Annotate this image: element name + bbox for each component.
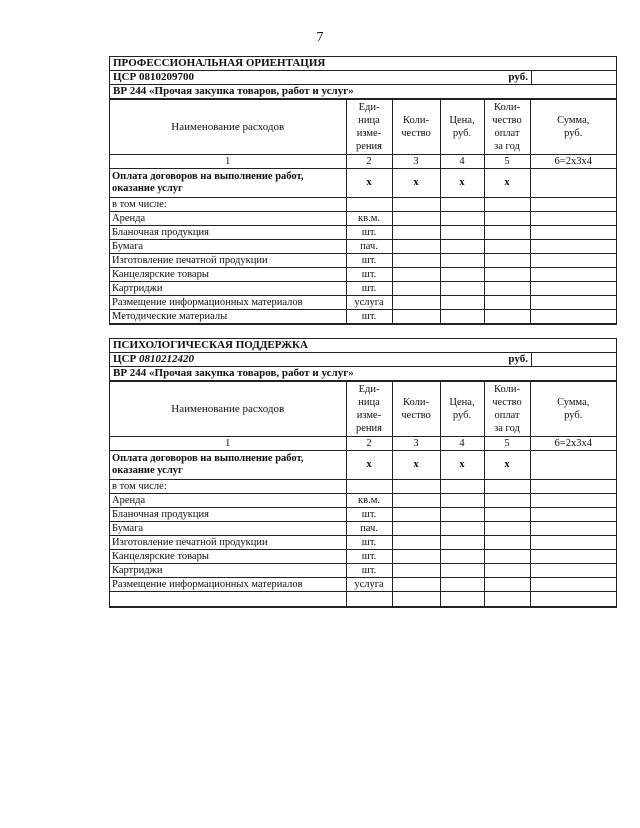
item-value-cell[interactable] [440,578,484,592]
item-value-cell[interactable] [484,282,530,296]
item-unit: пач. [346,240,392,254]
item-value-cell[interactable] [530,550,616,564]
col-header-qty [392,100,440,155]
item-value-cell[interactable] [530,564,616,578]
csr-label: ЦСР [113,353,139,365]
column-number: 4 [440,155,484,169]
item-value-cell[interactable] [484,268,530,282]
col-header-sum [530,382,616,437]
main-expense-row [110,451,616,480]
item-unit: шт. [346,508,392,522]
empty-cell [440,592,484,607]
main-expense-name: Оплата договоров на выполнение работ, оказание услуг [110,169,346,198]
item-value-cell[interactable] [440,536,484,550]
budget-block [109,56,617,325]
item-name: Канцелярские товары [110,550,346,564]
item-value-cell[interactable] [484,536,530,550]
csr-total-field[interactable] [531,70,616,85]
csr-line [110,71,616,85]
currency-label: руб. [508,353,528,365]
col-header-sum-line: Сумма, [557,397,590,408]
item-value-cell[interactable] [392,494,440,508]
item-name: Бумага [110,522,346,536]
item-value-cell[interactable] [530,536,616,550]
main-expense-mark: x [440,169,484,198]
item-unit: шт. [346,550,392,564]
col-header-qty-line: Коли- [403,397,429,408]
col-header-qty-year-line: за год [494,423,520,434]
col-header-qty-line: Коли- [403,115,429,126]
col-header-qty-year-line: за год [494,141,520,152]
block-title: ПРОФЕССИОНАЛЬНАЯ ОРИЕНТАЦИЯ [110,57,616,71]
item-value-cell[interactable] [530,578,616,592]
main-expense-mark: x [440,451,484,480]
col-header-unit [346,100,392,155]
empty-cell [346,480,392,494]
csr-code: 0810212420 [138,353,194,365]
item-value-cell[interactable] [392,564,440,578]
including-row [110,480,616,494]
csr-label: ЦСР [113,71,139,83]
item-value-cell[interactable] [440,254,484,268]
empty-cell [346,198,392,212]
budget-block [109,338,617,608]
table-row [110,268,616,282]
header-row [110,100,616,155]
col-header-qty-year [484,382,530,437]
item-name: Методические материалы [110,310,346,324]
item-value-cell[interactable] [392,212,440,226]
including-row [110,198,616,212]
column-number: 2 [346,437,392,451]
item-name: Бумага [110,240,346,254]
item-value-cell[interactable] [440,268,484,282]
col-header-sum-line: Сумма, [557,115,590,126]
empty-cell [484,480,530,494]
item-value-cell[interactable] [484,296,530,310]
item-name: Картриджи [110,282,346,296]
item-value-cell[interactable] [484,254,530,268]
table-row [110,522,616,536]
col-header-price-line: руб. [452,410,472,421]
main-expense-mark: x [392,451,440,480]
table-row [110,536,616,550]
col-header-unit-line: рения [356,141,382,152]
col-header-unit-line: рения [356,423,382,434]
col-header-qty-year-line: Коли- [494,384,520,395]
col-header-qty [392,382,440,437]
table-row [110,296,616,310]
item-value-cell[interactable] [530,522,616,536]
item-value-cell[interactable] [440,522,484,536]
item-name: Бланочная продукция [110,508,346,522]
main-expense-sum[interactable] [530,451,616,480]
item-name: Канцелярские товары [110,268,346,282]
header-row [110,382,616,437]
column-number: 4 [440,437,484,451]
main-expense-sum[interactable] [530,169,616,198]
vr-line: ВР 244 «Прочая закупка товаров, работ и услуг» [110,367,616,381]
column-number: 3 [392,437,440,451]
col-header-unit-line: Еди- [358,102,380,113]
empty-cell [530,198,616,212]
col-header-qty-year-line: чество [492,397,522,408]
empty-cell [392,480,440,494]
item-value-cell[interactable] [392,296,440,310]
col-header-qty-line: чество [401,128,431,139]
column-number: 2 [346,155,392,169]
item-unit: услуга [346,578,392,592]
item-value-cell[interactable] [392,254,440,268]
item-value-cell[interactable] [392,578,440,592]
empty-cell [530,592,616,607]
col-header-unit-line: Еди- [358,384,380,395]
table-row [110,564,616,578]
item-value-cell[interactable] [530,212,616,226]
empty-cell [484,592,530,607]
table-row [110,310,616,324]
col-header-name: Наименование расходов [110,100,346,155]
expense-table [110,99,616,324]
block-title: ПСИХОЛОГИЧЕСКАЯ ПОДДЕРЖКА [110,339,616,353]
item-value-cell[interactable] [484,522,530,536]
item-value-cell[interactable] [392,240,440,254]
col-header-price-line: Цена, [449,397,475,408]
item-value-cell[interactable] [392,226,440,240]
item-unit: услуга [346,296,392,310]
item-value-cell[interactable] [484,494,530,508]
main-expense-mark: x [392,169,440,198]
column-number: 3 [392,155,440,169]
item-value-cell[interactable] [440,296,484,310]
item-name: Аренда [110,494,346,508]
item-value-cell[interactable] [530,282,616,296]
col-header-qty-line: чество [401,410,431,421]
col-header-qty-year [484,100,530,155]
item-name: Бланочная продукция [110,226,346,240]
column-number: 5 [484,155,530,169]
col-header-price [440,382,484,437]
main-expense-mark: x [484,169,530,198]
item-value-cell[interactable] [484,310,530,324]
item-unit: кв.м. [346,494,392,508]
item-value-cell[interactable] [530,268,616,282]
item-unit: шт. [346,564,392,578]
table-row [110,494,616,508]
main-expense-name: Оплата договоров на выполнение работ, оказание услуг [110,451,346,480]
empty-row [110,592,616,607]
item-value-cell[interactable] [530,254,616,268]
item-name: Изготовление печатной продукции [110,536,346,550]
col-header-qty-year-line: оплат [494,128,520,139]
vr-line: ВР 244 «Прочая закупка товаров, работ и услуг» [110,85,616,99]
item-value-cell[interactable] [530,240,616,254]
item-unit: пач. [346,522,392,536]
table-row [110,508,616,522]
item-value-cell[interactable] [392,522,440,536]
item-value-cell[interactable] [440,550,484,564]
col-header-qty-year-line: Коли- [494,102,520,113]
item-value-cell[interactable] [440,508,484,522]
column-number: 1 [110,155,346,169]
item-name: Размещение информационных материалов [110,578,346,592]
item-unit: шт. [346,536,392,550]
item-unit: шт. [346,310,392,324]
column-number: 6=2x3x4 [530,155,616,169]
csr-line [110,353,616,367]
csr-total-field[interactable] [531,352,616,367]
item-value-cell[interactable] [484,508,530,522]
col-header-price [440,100,484,155]
item-value-cell[interactable] [530,296,616,310]
empty-cell [530,480,616,494]
item-value-cell[interactable] [484,240,530,254]
expense-table [110,381,616,607]
item-value-cell[interactable] [484,564,530,578]
col-header-unit-line: ница [358,115,380,126]
item-value-cell[interactable] [440,240,484,254]
page-number: 7 [316,30,324,45]
item-value-cell[interactable] [530,226,616,240]
empty-cell [440,198,484,212]
main-expense-mark: x [346,451,392,480]
table-row [110,254,616,268]
item-unit: шт. [346,254,392,268]
column-number: 1 [110,437,346,451]
item-value-cell[interactable] [530,508,616,522]
table-row [110,550,616,564]
item-name: Аренда [110,212,346,226]
item-value-cell[interactable] [440,226,484,240]
main-expense-mark: x [346,169,392,198]
table-row [110,282,616,296]
empty-cell [484,198,530,212]
item-unit: шт. [346,282,392,296]
col-header-sum [530,100,616,155]
col-header-unit [346,382,392,437]
col-header-price-line: Цена, [449,115,475,126]
column-number-row [110,155,616,169]
item-name: Картриджи [110,564,346,578]
table-row [110,578,616,592]
item-value-cell[interactable] [530,310,616,324]
main-expense-mark: x [484,451,530,480]
main-expense-row [110,169,616,198]
including-label: в том числе: [110,198,346,212]
item-value-cell[interactable] [440,282,484,296]
col-header-unit-line: изме- [356,410,382,421]
item-value-cell[interactable] [484,550,530,564]
item-name: Размещение информационных материалов [110,296,346,310]
item-value-cell[interactable] [440,494,484,508]
item-value-cell[interactable] [392,550,440,564]
item-value-cell[interactable] [484,226,530,240]
col-header-sum-line: руб. [564,410,583,421]
column-number-row [110,437,616,451]
empty-cell [392,592,440,607]
empty-cell [392,198,440,212]
item-value-cell[interactable] [484,578,530,592]
table-row [110,226,616,240]
col-header-qty-year-line: оплат [494,410,520,421]
col-header-unit-line: изме- [356,128,382,139]
item-value-cell[interactable] [392,268,440,282]
item-value-cell[interactable] [392,536,440,550]
col-header-unit-line: ница [358,397,380,408]
item-value-cell[interactable] [392,310,440,324]
item-name: Изготовление печатной продукции [110,254,346,268]
item-value-cell[interactable] [392,282,440,296]
including-label: в том числе: [110,480,346,494]
item-value-cell[interactable] [392,508,440,522]
empty-cell [110,592,346,607]
col-header-sum-line: руб. [564,128,583,139]
item-value-cell[interactable] [484,212,530,226]
item-value-cell[interactable] [440,212,484,226]
table-row [110,240,616,254]
col-header-price-line: руб. [452,128,472,139]
empty-cell [346,592,392,607]
item-unit: кв.м. [346,212,392,226]
item-value-cell[interactable] [440,310,484,324]
csr-code: 0810209700 [138,71,194,83]
col-header-qty-year-line: чество [492,115,522,126]
item-value-cell[interactable] [440,564,484,578]
col-header-name: Наименование расходов [110,382,346,437]
item-unit: шт. [346,268,392,282]
currency-label: руб. [508,71,528,83]
item-value-cell[interactable] [530,494,616,508]
column-number: 5 [484,437,530,451]
empty-cell [440,480,484,494]
table-row [110,212,616,226]
item-unit: шт. [346,226,392,240]
column-number: 6=2x3x4 [530,437,616,451]
